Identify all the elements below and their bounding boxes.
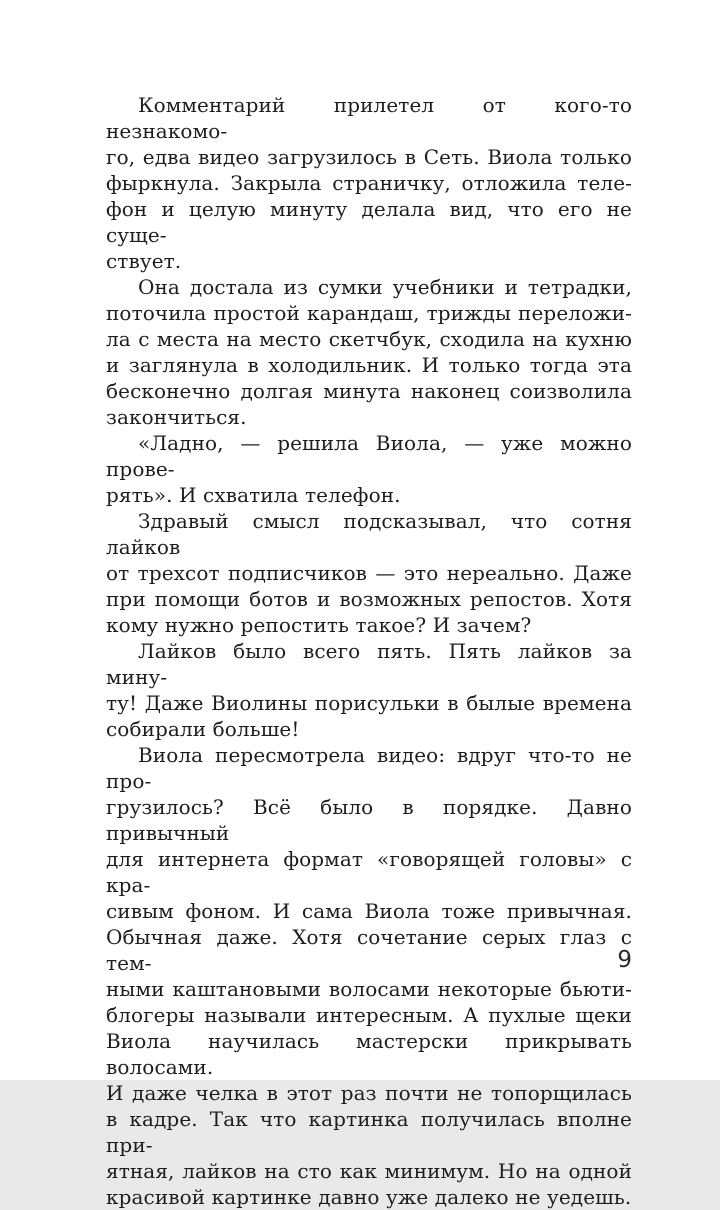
text-line: Лайков было всего пять. Пять лайков за мину- <box>106 639 632 689</box>
text-line: Обычная даже. Хотя сочетание серых глаз с тем- <box>106 925 632 975</box>
page-number: 9 <box>617 947 632 973</box>
text-line: сивым фоном. И сама Виола тоже привычная. <box>106 899 632 923</box>
text-line: закончиться. <box>106 405 247 429</box>
text-line: кому нужно репостить такое? И зачем? <box>106 613 532 637</box>
text-line: для интернета формат «говорящей головы» с кра- <box>106 847 632 897</box>
paragraph <box>106 92 632 274</box>
paragraph <box>106 274 632 430</box>
text-line: ствует. <box>106 249 182 273</box>
text-line: от трехсот подписчиков — это нереально. Даже <box>106 561 632 585</box>
text-line: блогеры называли интересным. А пухлые щеки <box>106 1003 632 1027</box>
text-line: поточила простой карандаш, трижды переложи- <box>106 301 632 325</box>
text-line: фыркнула. Закрыла страничку, отложила теле- <box>106 171 632 195</box>
paragraph <box>106 742 632 1210</box>
text-line: бесконечно долгая минута наконец соизволила <box>106 379 632 403</box>
text-line: фон и целую минуту делала вид, что его не суще- <box>106 197 632 247</box>
text-line: Она достала из сумки учебники и тетрадки, <box>138 275 632 299</box>
text-line: рять». И схватила телефон. <box>106 483 401 507</box>
text-line: Виола пересмотрела видео: вдруг что-то не про- <box>106 743 632 793</box>
text-line: Комментарий прилетел от кого-то незнакомо- <box>106 93 632 143</box>
paragraph <box>106 430 632 508</box>
text-line: И даже челка в этот раз почти не топорщилась <box>106 1081 632 1105</box>
paragraph <box>106 638 632 742</box>
text-block <box>106 92 632 1210</box>
text-line: Виола научилась мастерски прикрывать волосами. <box>106 1029 632 1079</box>
text-line: ными каштановыми волосами некоторые бьюти- <box>106 977 632 1001</box>
text-line: и заглянула в холодильник. И только тогда эта <box>106 353 632 377</box>
text-line: Здравый смысл подсказывал, что сотня лайков <box>106 509 632 559</box>
paragraph <box>106 508 632 638</box>
text-line: собирали больше! <box>106 717 300 741</box>
text-line: в кадре. Так что картинка получилась вполне при- <box>106 1107 632 1157</box>
text-line: го, едва видео загрузилось в Сеть. Виола только <box>106 145 632 169</box>
text-line: при помощи ботов и возможных репостов. Хотя <box>106 587 632 611</box>
text-line: грузилось? Всё было в порядке. Давно привычный <box>106 795 632 845</box>
text-line: ятная, лайков на сто как минимум. Но на одной <box>106 1159 632 1183</box>
text-line: ла с места на место скетчбук, сходила на кухню <box>106 327 632 351</box>
text-line: ту! Даже Виолины порисульки в былые времена <box>106 691 632 715</box>
text-line: красивой картинке давно уже далеко не уедешь. <box>106 1185 632 1209</box>
text-line: «Ладно, — решила Виола, — уже можно прове- <box>106 431 632 481</box>
